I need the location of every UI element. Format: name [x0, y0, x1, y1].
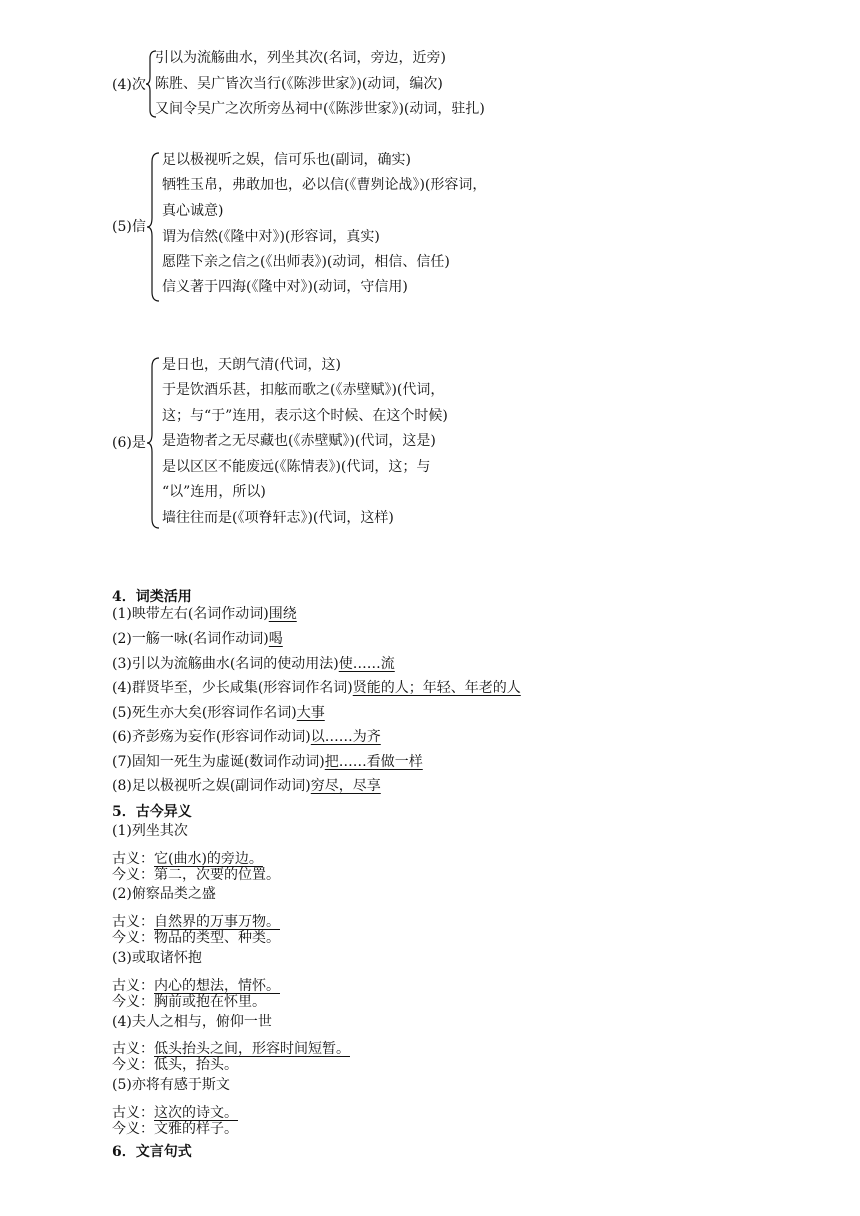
- ancient-value: 这次的诗文。: [154, 1105, 238, 1121]
- item-answer: 喝: [268, 631, 283, 647]
- term-heading: (3)或取诸怀抱: [112, 950, 202, 966]
- meaning-line: 这；与“于”连用，表示这个时候、在这个时候): [162, 408, 448, 424]
- left-brace-icon: [147, 152, 161, 302]
- item-answer: 大事: [296, 705, 325, 721]
- item-answer: 穷尽，尽享: [310, 778, 381, 794]
- meaning-line: 是以区区不能废远(《陈情表》)(代词，这；与: [162, 459, 431, 475]
- meaning-line: 真心诚意): [162, 203, 224, 219]
- item-text: (1)映带左右(名词作动词): [112, 606, 269, 622]
- meaning-line: 墙往往而是(《项脊轩志》)(代词，这样): [162, 510, 394, 526]
- ancient-value: 它(曲水)的旁边。: [154, 851, 263, 867]
- item-text: (4)群贤毕至，少长咸集(形容词作名词): [112, 680, 353, 696]
- exercise-item: [112, 678, 521, 698]
- meaning-line: 又间令吴广之次所旁丛祠中(《陈涉世家》)(动词，驻扎): [155, 101, 485, 117]
- meaning-line: 牺牲玉帛，弗敢加也，必以信(《曹刿论战》)(形容词，: [162, 177, 487, 193]
- exercise-item: [112, 604, 297, 624]
- item-text: (6)齐彭殇为妄作(形容词作动词): [112, 729, 311, 745]
- item-answer: 把……看做一样: [324, 754, 423, 770]
- modern-meaning: 今义：胸前或抱在怀里。: [112, 994, 266, 1010]
- left-brace-icon: [147, 357, 161, 529]
- exercise-item: [112, 629, 283, 649]
- meaning-line: “以”连用，所以): [162, 484, 266, 500]
- term-heading: (5)亦将有感于斯文: [112, 1077, 230, 1093]
- term-heading: (2)俯察品类之盛: [112, 886, 216, 902]
- item-text: (7)固知一死生为虚诞(数词作动词): [112, 754, 325, 770]
- meaning-line: 是日也，天朗气清(代词，这): [162, 357, 341, 373]
- section-title: 6．文言句式: [112, 1144, 192, 1160]
- item-answer: 围绕: [268, 606, 297, 622]
- term-heading: (1)列坐其次: [112, 823, 188, 839]
- exercise-item: [112, 703, 325, 723]
- meaning-line: 愿陛下亲之信之(《出师表》)(动词，相信、信任): [162, 254, 450, 270]
- term-heading: (4)夫人之相与，俯仰一世: [112, 1014, 272, 1030]
- section-title: 5．古今异义: [112, 804, 192, 820]
- meaning-line: 于是饮酒乐甚，扣舷而歌之(《赤壁赋》)(代词，: [162, 382, 445, 398]
- meaning-line: 引以为流觞曲水，列坐其次(名词，旁边，近旁): [155, 50, 446, 66]
- ancient-value: 自然界的万事万物。: [154, 914, 280, 930]
- item-text: (5)死生亦大矣(形容词作名词): [112, 705, 297, 721]
- item-answer: 使……流: [338, 656, 395, 672]
- meaning-line: 足以极视听之娱，信可乐也(副词，确实): [162, 152, 411, 168]
- ancient-value: 内心的想法，情怀。: [154, 978, 280, 994]
- item-answer: 贤能的人；年轻、年老的人: [352, 680, 521, 696]
- meaning-line: 是造物者之无尽藏也(《赤壁赋》)(代词，这是): [162, 433, 436, 449]
- group-label: (4)次: [112, 77, 146, 93]
- modern-meaning: 今义：文雅的样子。: [112, 1121, 238, 1137]
- item-answer: 以……为齐: [310, 729, 381, 745]
- item-text: (8)足以极视听之娱(副词作动词): [112, 778, 311, 794]
- group-label: (5)信: [112, 219, 146, 235]
- item-text: (2)一觞一咏(名词作动词): [112, 631, 269, 647]
- exercise-item: [112, 727, 381, 747]
- exercise-item: [112, 776, 381, 796]
- exercise-item: [112, 654, 395, 674]
- group-label: (6)是: [112, 435, 146, 451]
- item-text: (3)引以为流觞曲水(名词的使动用法): [112, 656, 339, 672]
- ancient-label: 古义：: [112, 978, 154, 994]
- meaning-line: 陈胜、吴广皆次当行(《陈涉世家》)(动词，编次): [155, 76, 443, 92]
- modern-meaning: 今义：物品的类型、种类。: [112, 930, 280, 946]
- ancient-label: 古义：: [112, 1105, 154, 1121]
- ancient-label: 古义：: [112, 1041, 154, 1057]
- exercise-item: [112, 752, 423, 772]
- section-title: 4．词类活用: [112, 589, 192, 605]
- ancient-value: 低头抬头之间，形容时间短暂。: [154, 1041, 350, 1057]
- meaning-line: 信义著于四海(《隆中对》)(动词，守信用): [162, 279, 408, 295]
- modern-meaning: 今义：低头，抬头。: [112, 1057, 238, 1073]
- ancient-label: 古义：: [112, 851, 154, 867]
- meaning-line: 谓为信然(《隆中对》)(形容词，真实): [162, 229, 380, 245]
- ancient-label: 古义：: [112, 914, 154, 930]
- modern-meaning: 今义：第二，次要的位置。: [112, 867, 280, 883]
